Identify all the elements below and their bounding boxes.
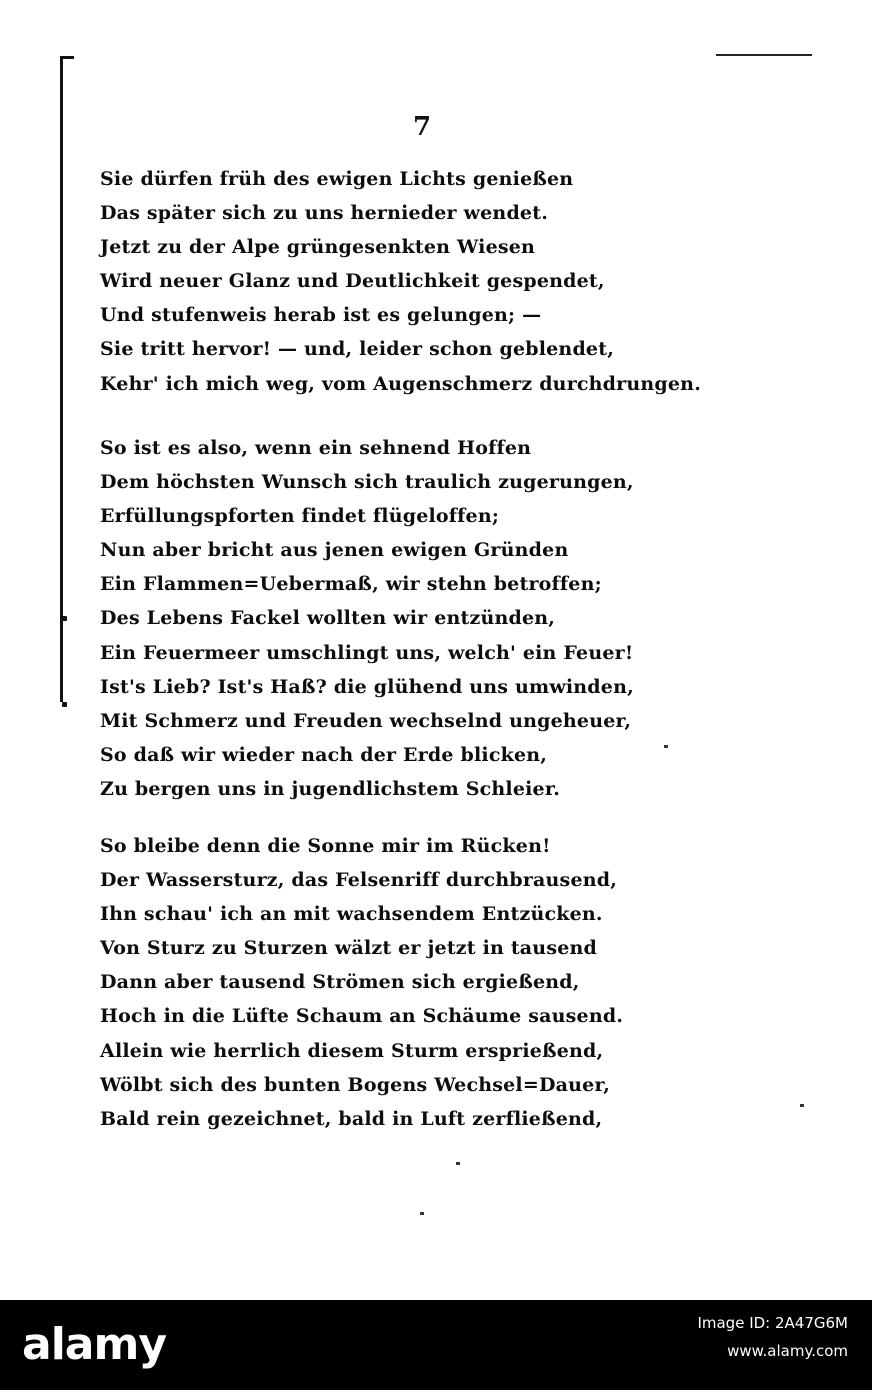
page-number: 7	[412, 112, 432, 142]
verse-line: So ist es also, wenn ein sehnend Hoffen	[100, 437, 532, 459]
verse-line: Des Lebens Fackel wollten wir entzünden,	[100, 607, 556, 630]
verse-line: So bleibe denn die Sonne mir im Rücken!	[100, 835, 551, 857]
print-speck	[456, 1162, 460, 1165]
verse-line: Ihn schau' ich an mit wachsendem Entzücken.	[100, 903, 603, 926]
top-right-rule	[716, 54, 812, 56]
verse-line: Ein Flammen=Uebermaß, wir stehn betroffen;	[100, 573, 602, 596]
brand-logo: alamy	[22, 1319, 166, 1370]
image-id-label: Image ID: 2A47G6M	[697, 1314, 848, 1332]
verse-line: Ist's Lieb? Ist's Haß? die glühend uns umwinden,	[100, 675, 634, 698]
verse-line: Dem höchsten Wunsch sich traulich zugerungen,	[100, 471, 634, 494]
print-speck	[420, 1212, 424, 1215]
stanza-3	[100, 829, 623, 1136]
watermark-footer	[0, 1300, 872, 1390]
stanza-2	[100, 431, 634, 806]
verse-line: Ein Feuermeer umschlingt uns, welch' ein Feuer!	[100, 641, 634, 664]
print-speck	[800, 1104, 804, 1107]
verse-line: Erfüllungspforten findet flügeloffen;	[100, 505, 500, 528]
verse-line: Kehr' ich mich weg, vom Augenschmerz durchdrungen.	[100, 372, 702, 395]
verse-line: Jetzt zu der Alpe grüngesenkten Wiesen	[100, 236, 536, 259]
verse-line: Sie dürfen früh des ewigen Lichts genießen	[100, 168, 574, 190]
verse-line: Mit Schmerz und Freuden wechselnd ungeheuer,	[100, 709, 632, 732]
verse-line: Wird neuer Glanz und Deutlichkeit gespendet,	[100, 270, 605, 293]
verse-line: Das später sich zu uns hernieder wendet.	[100, 202, 549, 225]
verse-line: Zu bergen uns in jugendlichstem Schleier.	[100, 777, 561, 800]
verse-line: Bald rein gezeichnet, bald in Luft zerfließend,	[100, 1107, 603, 1130]
verse-line: Der Wassersturz, das Felsenriff durchbrausend,	[100, 869, 618, 892]
margin-mark	[62, 616, 67, 621]
verse-line: Hoch in die Lüfte Schaum an Schäume sausend.	[100, 1005, 624, 1028]
margin-mark	[62, 702, 67, 707]
verse-line: Sie tritt hervor! — und, leider schon geblendet,	[100, 338, 615, 361]
verse-line: Wölbt sich des bunten Bogens Wechsel=Dauer,	[100, 1073, 611, 1096]
verse-line: So daß wir wieder nach der Erde blicken,	[100, 743, 548, 766]
left-margin-rule-cap	[60, 56, 74, 59]
verse-line: Nun aber bricht aus jenen ewigen Gründen	[100, 539, 569, 562]
site-url: www.alamy.com	[727, 1342, 848, 1360]
verse-line: Und stufenweis herab ist es gelungen; —	[100, 304, 542, 327]
stanza-1	[100, 162, 701, 401]
left-margin-rule	[60, 56, 63, 702]
verse-line: Dann aber tausend Strömen sich ergießend,	[100, 971, 580, 994]
verse-line: Von Sturz zu Sturzen wälzt er jetzt in tausend	[100, 937, 598, 960]
print-speck	[664, 745, 668, 748]
verse-line: Allein wie herrlich diesem Sturm ersprießend,	[100, 1039, 604, 1062]
